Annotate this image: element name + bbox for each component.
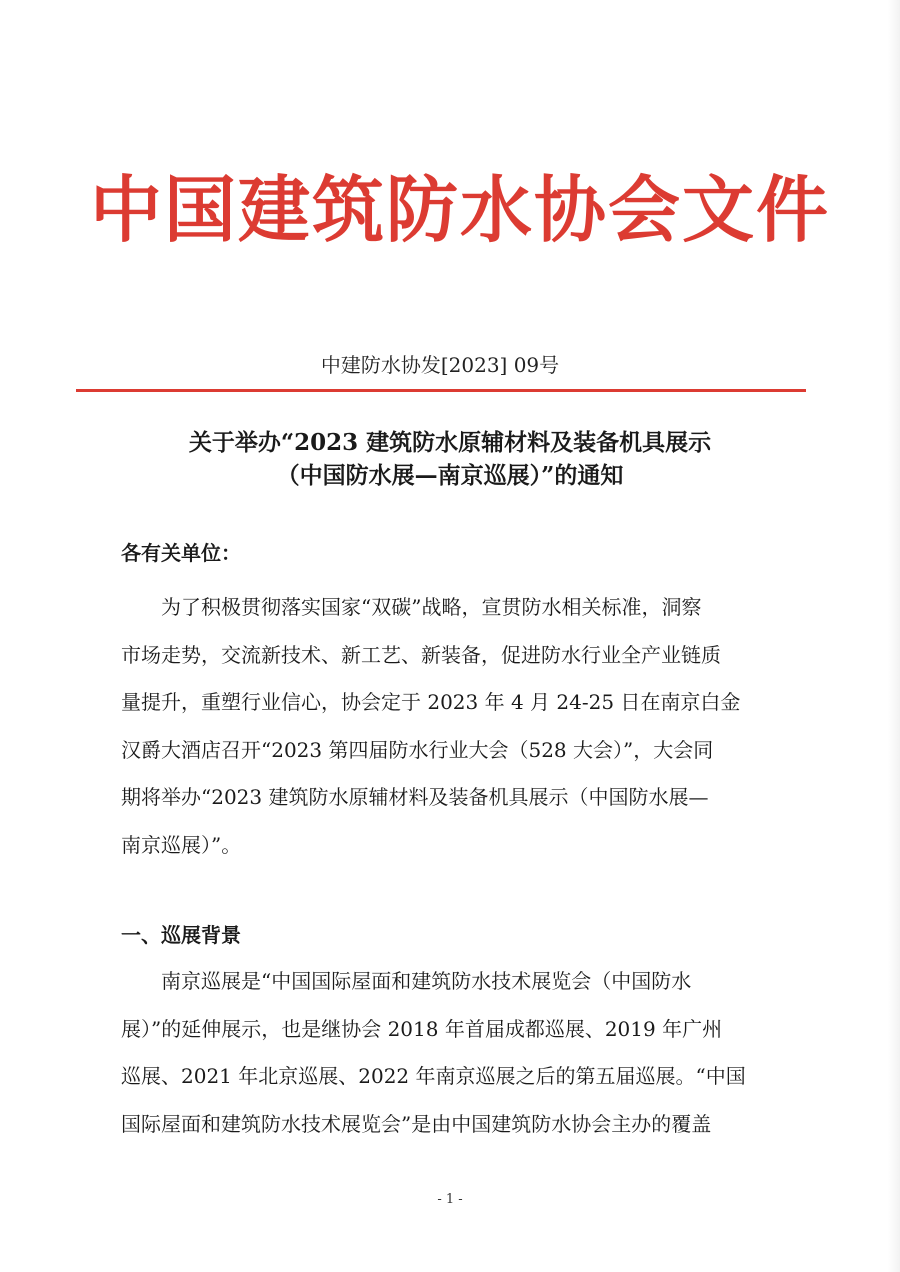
document-title-line-1: 关于举办“2023 建筑防水原辅材料及装备机具展示 [188, 429, 712, 456]
document-title-line-2: （中国防水展—南京巡展）”的通知 [276, 462, 624, 489]
paragraph-line: 巡展、2021 年北京巡展、2022 年南京巡展之后的第五届巡展。“中国 [121, 1064, 746, 1089]
intro-paragraph [121, 584, 761, 870]
paragraph-line: 市场走势，交流新技术、新工艺、新装备，促进防水行业全产业链质 [121, 642, 721, 667]
paragraph-line: 为了积极贯彻落实国家“双碳”战略，宣贯防水相关标准，洞察 [161, 595, 702, 619]
paragraph-line: 量提升，重塑行业信心，协会定于 2023 年 4 月 24-25 日在南京白金 [121, 690, 741, 715]
paragraph-line: 国际屋面和建筑防水技术展览会”是由中国建筑防水协会主办的覆盖 [121, 1111, 712, 1136]
document-number: 中建防水协发[2023] 09号 [320, 353, 560, 377]
red-divider-line [76, 389, 806, 392]
salutation: 各有关单位： [121, 541, 241, 565]
paragraph-line: 南京巡展是“中国国际屋面和建筑防水技术展览会（中国防水 [161, 969, 692, 993]
section-background-paragraph [121, 958, 761, 1148]
paragraph-line: 期将举办“2023 建筑防水原辅材料及装备机具展示（中国防水展— [121, 785, 709, 810]
section-heading-background: 一、巡展背景 [121, 923, 241, 947]
document-title [80, 426, 820, 492]
issuer-header: 中国建筑防水协会文件 [90, 168, 831, 252]
paragraph-line: 展）”的延伸展示，也是继协会 2018 年首届成都巡展、2019 年广州 [121, 1016, 723, 1041]
paragraph-line: 南京巡展）”。 [121, 832, 242, 857]
paragraph-line: 汉爵大酒店召开“2023 第四届防水行业大会（528 大会）”，大会同 [121, 737, 714, 762]
page-edge-shadow [888, 0, 900, 1272]
page-number: - 1 - [437, 1192, 463, 1207]
